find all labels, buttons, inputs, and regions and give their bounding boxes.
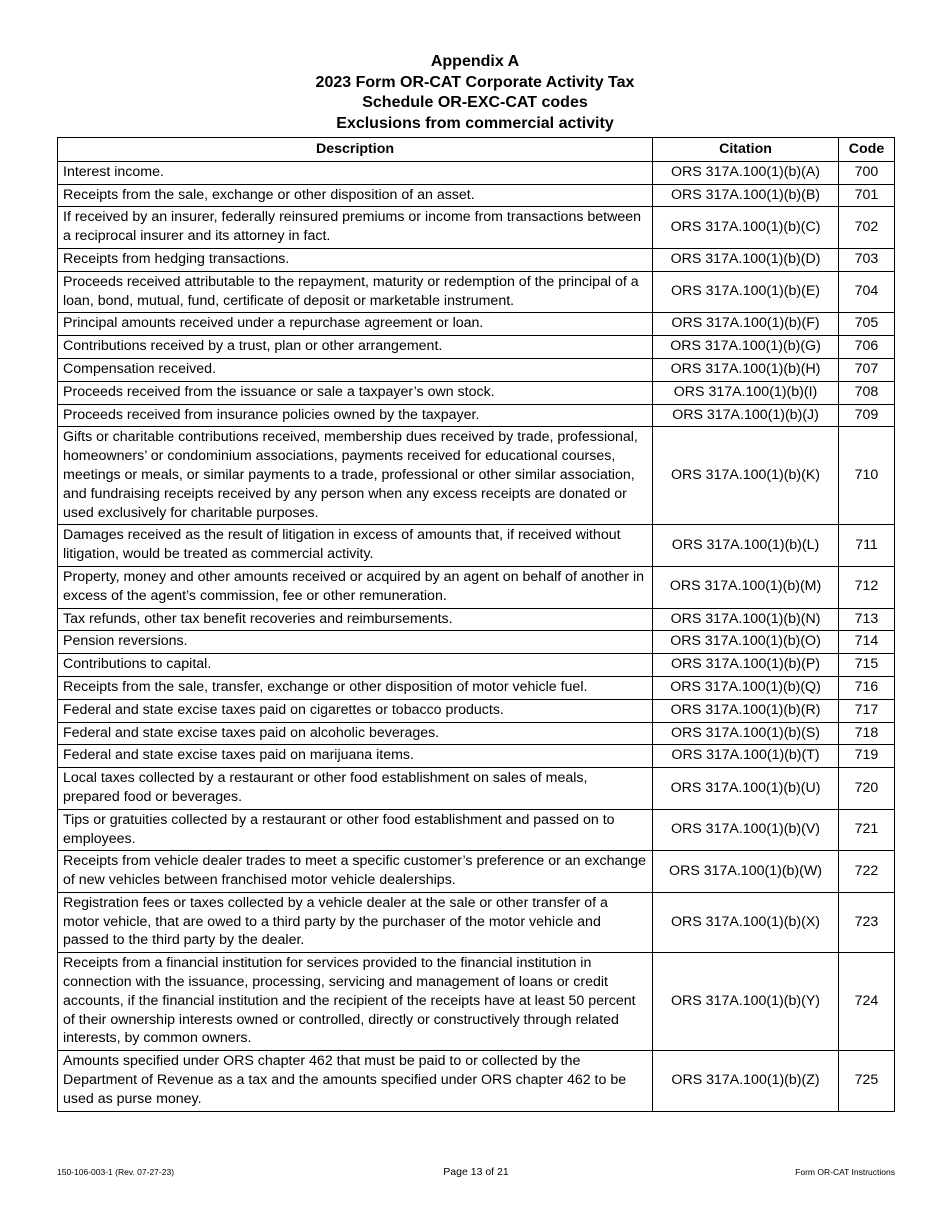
table-row (58, 608, 895, 631)
description-cell: Compensation received. (58, 358, 653, 381)
table-row (58, 676, 895, 699)
column-header-citation: Citation (653, 138, 839, 162)
description-cell: Registration fees or taxes collected by a vehicle dealer at the sale or other transfer of a motor vehicle, that are owed to a third party by the purchaser of the motor vehicle and passed to the third party by the dealer. (58, 892, 653, 952)
description-cell: Proceeds received attributable to the repayment, maturity or redemption of the principal of a loan, bond, mutual, fund, certificate of deposit or marketable instrument. (58, 271, 653, 313)
code-cell: 700 (839, 161, 895, 184)
citation-cell: ORS 317A.100(1)(b)(Y) (653, 953, 839, 1051)
citation-cell: ORS 317A.100(1)(b)(R) (653, 699, 839, 722)
description-cell: Receipts from a financial institution for services provided to the financial institution in connection with the issuance, processing, servicing and management of loans or credit accounts, if the financial institution and the recipient of the receipts have at least 50 percent of their ownership interests owned or controlled, directly or constructively through related interests, by common owners. (58, 953, 653, 1051)
citation-cell: ORS 317A.100(1)(b)(E) (653, 271, 839, 313)
description-cell: If received by an insurer, federally reinsured premiums or income from transactions between a reciprocal insurer and its attorney in fact. (58, 207, 653, 249)
citation-cell: ORS 317A.100(1)(b)(K) (653, 427, 839, 525)
code-cell: 713 (839, 608, 895, 631)
description-cell: Contributions to capital. (58, 654, 653, 677)
table-row (58, 404, 895, 427)
code-cell: 707 (839, 358, 895, 381)
form-number: 150-106-003-1 (Rev. 07-27-23) (57, 1167, 175, 1177)
page-number: Page 13 of 21 (443, 1166, 509, 1178)
code-cell: 724 (839, 953, 895, 1051)
description-cell: Proceeds received from the issuance or sale a taxpayer’s own stock. (58, 381, 653, 404)
table-row (58, 184, 895, 207)
citation-cell: ORS 317A.100(1)(b)(N) (653, 608, 839, 631)
form-title: 2023 Form OR-CAT Corporate Activity Tax (315, 73, 635, 91)
citation-cell: ORS 317A.100(1)(b)(C) (653, 207, 839, 249)
description-cell: Interest income. (58, 161, 653, 184)
citation-cell: ORS 317A.100(1)(b)(D) (653, 248, 839, 271)
description-cell: Receipts from the sale, transfer, exchange or other disposition of motor vehicle fuel. (58, 676, 653, 699)
table-row (58, 654, 895, 677)
code-cell: 721 (839, 809, 895, 851)
description-cell: Receipts from hedging transactions. (58, 248, 653, 271)
description-cell: Federal and state excise taxes paid on cigarettes or tobacco products. (58, 699, 653, 722)
table-row (58, 699, 895, 722)
table-row (58, 358, 895, 381)
description-cell: Gifts or charitable contributions received, membership dues received by trade, professional, homeowners’ or condominium associations, payments received for educational courses, meetings or meals, or similar payments to a trade, professional or other similar association, and fundraising receipts received by any person when any excess receipts are donated or used exclusively for charitable purposes. (58, 427, 653, 525)
description-cell: Contributions received by a trust, plan or other arrangement. (58, 336, 653, 359)
description-cell: Proceeds received from insurance policies owned by the taxpayer. (58, 404, 653, 427)
citation-cell: ORS 317A.100(1)(b)(W) (653, 851, 839, 893)
table-row (58, 809, 895, 851)
citation-cell: ORS 317A.100(1)(b)(H) (653, 358, 839, 381)
table-row (58, 722, 895, 745)
description-cell: Receipts from the sale, exchange or other disposition of an asset. (58, 184, 653, 207)
citation-cell: ORS 317A.100(1)(b)(I) (653, 381, 839, 404)
description-cell: Damages received as the result of litigation in excess of amounts that, if received without litigation, would be treated as commercial activity. (58, 525, 653, 567)
citation-cell: ORS 317A.100(1)(b)(T) (653, 745, 839, 768)
table-row (58, 953, 895, 1051)
table-row (58, 336, 895, 359)
table-row (58, 271, 895, 313)
citation-cell: ORS 317A.100(1)(b)(Q) (653, 676, 839, 699)
table-row (58, 1051, 895, 1111)
citation-cell: ORS 317A.100(1)(b)(G) (653, 336, 839, 359)
table-row (58, 525, 895, 567)
table-row (58, 566, 895, 608)
code-cell: 703 (839, 248, 895, 271)
section-title: Exclusions from commercial activity (336, 114, 614, 132)
description-cell: Tips or gratuities collected by a restaurant or other food establishment and passed on to employees. (58, 809, 653, 851)
table-header-row (58, 138, 895, 162)
code-cell: 702 (839, 207, 895, 249)
citation-cell: ORS 317A.100(1)(b)(P) (653, 654, 839, 677)
code-cell: 706 (839, 336, 895, 359)
table-row (58, 745, 895, 768)
code-cell: 714 (839, 631, 895, 654)
column-header-description: Description (58, 138, 653, 162)
code-cell: 704 (839, 271, 895, 313)
description-cell: Federal and state excise taxes paid on alcoholic beverages. (58, 722, 653, 745)
code-cell: 711 (839, 525, 895, 567)
table-row (58, 161, 895, 184)
citation-cell: ORS 317A.100(1)(b)(F) (653, 313, 839, 336)
description-cell: Principal amounts received under a repurchase agreement or loan. (58, 313, 653, 336)
code-cell: 718 (839, 722, 895, 745)
description-cell: Local taxes collected by a restaurant or other food establishment on sales of meals, prepared food or beverages. (58, 768, 653, 810)
table-row (58, 207, 895, 249)
description-cell: Amounts specified under ORS chapter 462 that must be paid to or collected by the Department of Revenue as a tax and the amounts specified under ORS chapter 462 to be used as purse money. (58, 1051, 653, 1111)
table-row (58, 631, 895, 654)
citation-cell: ORS 317A.100(1)(b)(A) (653, 161, 839, 184)
description-cell: Pension reversions. (58, 631, 653, 654)
table-row (58, 427, 895, 525)
table-row (58, 768, 895, 810)
appendix-title: Appendix A (430, 53, 520, 70)
code-cell: 722 (839, 851, 895, 893)
citation-cell: ORS 317A.100(1)(b)(U) (653, 768, 839, 810)
table-row (58, 381, 895, 404)
code-cell: 723 (839, 892, 895, 952)
code-cell: 712 (839, 566, 895, 608)
description-cell: Tax refunds, other tax benefit recoveries and reimbursements. (58, 608, 653, 631)
citation-cell: ORS 317A.100(1)(b)(J) (653, 404, 839, 427)
code-cell: 705 (839, 313, 895, 336)
citation-cell: ORS 317A.100(1)(b)(X) (653, 892, 839, 952)
citation-cell: ORS 317A.100(1)(b)(Z) (653, 1051, 839, 1111)
page-footer (57, 1166, 895, 1180)
citation-cell: ORS 317A.100(1)(b)(M) (653, 566, 839, 608)
citation-cell: ORS 317A.100(1)(b)(B) (653, 184, 839, 207)
code-cell: 719 (839, 745, 895, 768)
citation-cell: ORS 317A.100(1)(b)(V) (653, 809, 839, 851)
code-cell: 710 (839, 427, 895, 525)
code-cell: 701 (839, 184, 895, 207)
document-name: Form OR-CAT Instructions (795, 1167, 895, 1177)
citation-cell: ORS 317A.100(1)(b)(O) (653, 631, 839, 654)
code-cell: 716 (839, 676, 895, 699)
citation-cell: ORS 317A.100(1)(b)(L) (653, 525, 839, 567)
code-cell: 708 (839, 381, 895, 404)
table-row (58, 313, 895, 336)
code-cell: 717 (839, 699, 895, 722)
table-row (58, 248, 895, 271)
column-header-code: Code (839, 138, 895, 162)
document-header (0, 52, 950, 134)
exclusion-codes-table (57, 137, 895, 1112)
table-row (58, 892, 895, 952)
table-body (58, 161, 895, 1111)
schedule-title: Schedule OR-EXC-CAT codes (362, 94, 588, 111)
code-cell: 725 (839, 1051, 895, 1111)
code-cell: 709 (839, 404, 895, 427)
code-cell: 715 (839, 654, 895, 677)
description-cell: Federal and state excise taxes paid on marijuana items. (58, 745, 653, 768)
table-row (58, 851, 895, 893)
description-cell: Receipts from vehicle dealer trades to meet a specific customer’s preference or an exchange of new vehicles between franchised motor vehicle dealerships. (58, 851, 653, 893)
description-cell: Property, money and other amounts received or acquired by an agent on behalf of another in excess of the agent’s commission, fee or other remuneration. (58, 566, 653, 608)
code-cell: 720 (839, 768, 895, 810)
citation-cell: ORS 317A.100(1)(b)(S) (653, 722, 839, 745)
